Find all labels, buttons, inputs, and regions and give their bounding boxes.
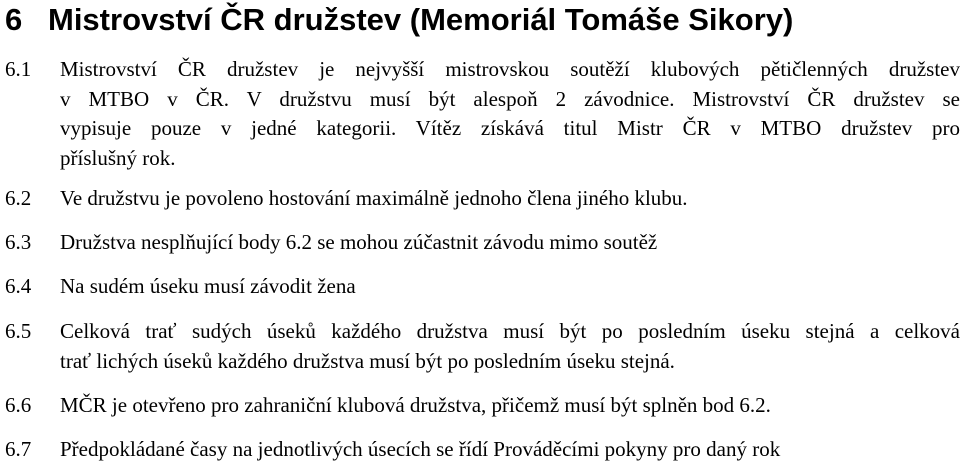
rule-item-6-3 (5, 228, 960, 258)
rule-text (60, 391, 960, 421)
rule-text-line: Předpokládané časy na jednotlivých úsecích se řídí Prováděcími pokyny pro daný rok (60, 437, 781, 461)
rule-item-6-6 (5, 391, 960, 421)
rule-number: 6.1 (5, 57, 32, 81)
section-heading (5, 0, 793, 40)
rule-text (60, 435, 960, 465)
section-number: 6 (5, 2, 23, 37)
rule-item-6-7 (5, 435, 960, 465)
rule-item-6-1 (5, 55, 960, 173)
rule-number: 6.7 (5, 437, 32, 461)
rule-text (60, 228, 960, 258)
rule-text (60, 272, 960, 302)
rule-text-line: vypisuje pouze v jedné kategorii. Vítěz získává titul Mistr ČR v MTBO družstev pro (60, 116, 960, 140)
rule-number: 6.3 (5, 230, 32, 254)
rule-text (60, 55, 960, 173)
rule-text-line: Mistrovství ČR družstev je nejvyšší mistrovskou soutěží klubových pětičlenných družstev (60, 57, 960, 81)
rule-text-line: MČR je otevřeno pro zahraniční klubová družstva, přičemž musí být splněn bod 6.2. (60, 393, 771, 417)
rule-number: 6.6 (5, 393, 32, 417)
rule-text-line: trať lichých úseků každého družstva musí být po posledním úseku stejná. (60, 348, 675, 373)
rule-item-6-4 (5, 272, 960, 302)
rule-number: 6.4 (5, 274, 32, 298)
rule-text-line: Na sudém úseku musí závodit žena (60, 274, 356, 298)
rule-text-line: Celková trať sudých úseků každého družstva musí být po posledním úseku stejná a celková (60, 319, 960, 343)
rule-text-line: příslušný rok. (60, 145, 176, 170)
rule-item-6-2 (5, 184, 960, 214)
rule-text (60, 184, 960, 214)
rule-text-line: Družstva nesplňující body 6.2 se mohou zúčastnit závodu mimo soutěž (60, 230, 658, 254)
rule-item-6-5 (5, 317, 960, 376)
section-title: Mistrovství ČR družstev (Memoriál Tomáše Sikory) (48, 2, 794, 37)
rule-text (60, 317, 960, 376)
rule-number: 6.5 (5, 319, 32, 343)
rule-text-line: Ve družstvu je povoleno hostování maximálně jednoho člena jiného klubu. (60, 186, 688, 210)
rule-text-line: v MTBO v ČR. V družstvu musí být alespoň 2 závodnice. Mistrovství ČR družstev se (60, 86, 960, 111)
rule-number: 6.2 (5, 186, 32, 210)
